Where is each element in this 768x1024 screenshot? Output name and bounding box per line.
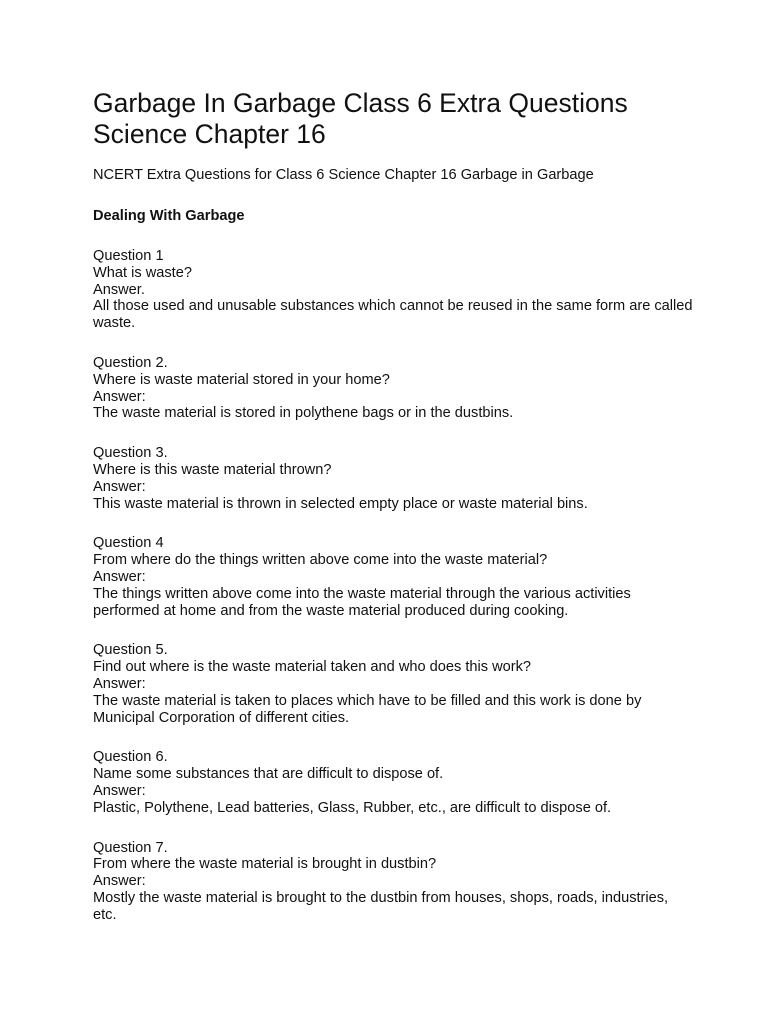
qa-item-5: [93, 642, 693, 726]
question-text: What is waste?: [93, 264, 192, 281]
question-text: Find out where is the waste material taken and who does this work?: [93, 659, 532, 676]
qa-item-4: [93, 535, 693, 619]
document-page: [93, 88, 693, 924]
qa-item-3: [93, 445, 693, 512]
answer-label: Answer:: [93, 478, 146, 495]
answer-label: Answer:: [93, 388, 146, 405]
answer-label: Answer:: [93, 873, 146, 890]
question-text: From where the waste material is brought in dustbin?: [93, 856, 437, 873]
qa-item-7: [93, 840, 693, 924]
page-subtitle: NCERT Extra Questions for Class 6 Science Chapter 16 Garbage in Garbage: [93, 167, 594, 183]
answer-text: Mostly the waste material is brought to the dustbin from houses, shops, roads, industries, etc.: [93, 889, 669, 923]
question-label: Question 7.: [93, 839, 168, 856]
qa-item-1: [93, 248, 693, 332]
answer-label: Answer:: [93, 782, 146, 799]
answer-text: The things written above come into the waste material through the various activities performed at home and from the waste material produced during cooking.: [93, 585, 631, 619]
answer-text: This waste material is thrown in selected empty place or waste material bins.: [93, 495, 588, 512]
question-label: Question 5.: [93, 642, 168, 659]
section-heading: Dealing With Garbage: [93, 208, 245, 224]
question-text: Where is this waste material thrown?: [93, 461, 332, 478]
answer-text: The waste material is taken to places which have to be filled and this work is done by Municipal Corporation of different cities.: [93, 692, 642, 726]
question-label: Question 1: [93, 248, 164, 264]
question-text: From where do the things written above come into the waste material?: [93, 552, 548, 569]
question-label: Question 6.: [93, 749, 168, 766]
question-label: Question 4: [93, 535, 164, 552]
answer-label: Answer.: [93, 281, 145, 298]
question-text: Name some substances that are difficult to dispose of.: [93, 766, 444, 783]
question-label: Question 3.: [93, 445, 168, 462]
answer-text: Plastic, Polythene, Lead batteries, Glass, Rubber, etc., are difficult to dispose of.: [93, 799, 612, 816]
qa-item-6: [93, 749, 693, 816]
question-text: Where is waste material stored in your home?: [93, 371, 390, 388]
qa-item-2: [93, 355, 693, 422]
answer-text: The waste material is stored in polythene bags or in the dustbins.: [93, 405, 514, 422]
answer-label: Answer:: [93, 568, 146, 585]
page-title: Garbage In Garbage Class 6 Extra Questions Science Chapter 16: [93, 88, 628, 149]
question-label: Question 2.: [93, 354, 168, 371]
answer-label: Answer:: [93, 675, 146, 692]
answer-text: All those used and unusable substances which cannot be reused in the same form are called waste.: [93, 298, 693, 332]
